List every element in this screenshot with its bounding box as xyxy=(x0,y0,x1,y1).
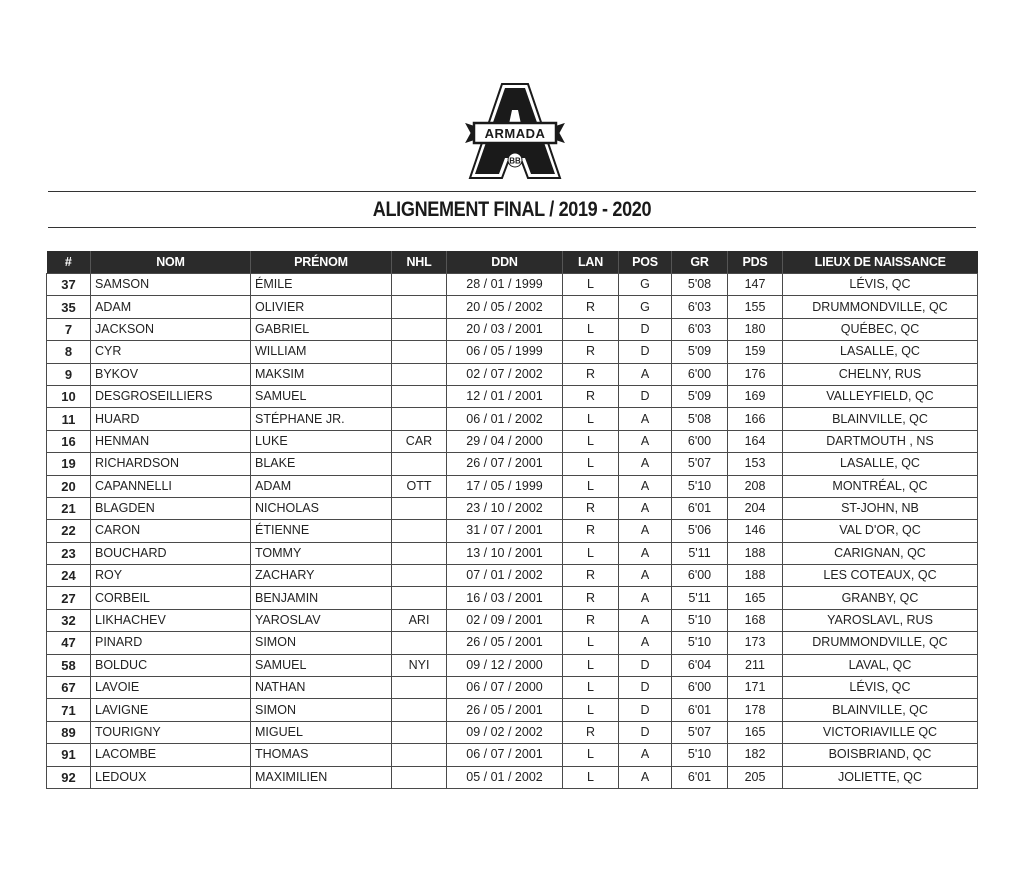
cell-last-name: JACKSON xyxy=(91,318,251,340)
cell-first-name: MIGUEL xyxy=(251,721,392,743)
cell-first-name: ÉMILE xyxy=(251,274,392,296)
cell-birthplace: JOLIETTE, QC xyxy=(783,766,978,788)
cell-first-name: OLIVIER xyxy=(251,296,392,318)
cell-height: 6'00 xyxy=(672,565,728,587)
table-row xyxy=(47,453,978,475)
cell-last-name: HENMAN xyxy=(91,430,251,452)
cell-nhl xyxy=(392,341,447,363)
cell-birthplace: VICTORIAVILLE QC xyxy=(783,721,978,743)
cell-nhl: ARI xyxy=(392,609,447,631)
table-row xyxy=(47,565,978,587)
cell-last-name: LAVIGNE xyxy=(91,699,251,721)
cell-first-name: THOMAS xyxy=(251,744,392,766)
cell-first-name: MAXIMILIEN xyxy=(251,766,392,788)
cell-weight: 146 xyxy=(728,520,783,542)
column-header-first-name: PRÉNOM xyxy=(251,251,392,274)
cell-nhl xyxy=(392,744,447,766)
cell-weight: 166 xyxy=(728,408,783,430)
cell-first-name: GABRIEL xyxy=(251,318,392,340)
cell-number: 92 xyxy=(47,766,91,788)
cell-height: 5'07 xyxy=(672,453,728,475)
cell-height: 5'07 xyxy=(672,721,728,743)
cell-birthplace: DRUMMONDVILLE, QC xyxy=(783,296,978,318)
cell-height: 6'00 xyxy=(672,677,728,699)
table-row xyxy=(47,296,978,318)
cell-birthplace: LES COTEAUX, QC xyxy=(783,565,978,587)
cell-height: 6'03 xyxy=(672,296,728,318)
cell-last-name: DESGROSEILLIERS xyxy=(91,385,251,407)
cell-height: 5'10 xyxy=(672,632,728,654)
column-header-birthplace: LIEUX DE NAISSANCE xyxy=(783,251,978,274)
cell-height: 5'09 xyxy=(672,341,728,363)
cell-birth-date: 26 / 05 / 2001 xyxy=(447,699,563,721)
page-title: ALIGNEMENT FINAL / 2019 - 2020 xyxy=(372,198,652,221)
cell-birthplace: CARIGNAN, QC xyxy=(783,542,978,564)
cell-first-name: ZACHARY xyxy=(251,565,392,587)
cell-last-name: RICHARDSON xyxy=(91,453,251,475)
cell-height: 6'00 xyxy=(672,430,728,452)
cell-birth-date: 31 / 07 / 2001 xyxy=(447,520,563,542)
cell-birth-date: 05 / 01 / 2002 xyxy=(447,766,563,788)
cell-position: A xyxy=(619,766,672,788)
table-row xyxy=(47,744,978,766)
column-header-birth-date: DDN xyxy=(447,251,563,274)
table-row xyxy=(47,385,978,407)
cell-last-name: BLAGDEN xyxy=(91,497,251,519)
cell-first-name: TOMMY xyxy=(251,542,392,564)
column-header-position: POS xyxy=(619,251,672,274)
cell-birth-date: 06 / 07 / 2001 xyxy=(447,744,563,766)
cell-nhl xyxy=(392,565,447,587)
cell-position: G xyxy=(619,296,672,318)
cell-birthplace: LAVAL, QC xyxy=(783,654,978,676)
cell-birth-date: 06 / 05 / 1999 xyxy=(447,341,563,363)
cell-number: 16 xyxy=(47,430,91,452)
cell-birth-date: 12 / 01 / 2001 xyxy=(447,385,563,407)
cell-handedness: R xyxy=(563,609,619,631)
cell-nhl xyxy=(392,542,447,564)
cell-handedness: L xyxy=(563,318,619,340)
cell-position: A xyxy=(619,363,672,385)
cell-nhl xyxy=(392,677,447,699)
cell-birthplace: DRUMMONDVILLE, QC xyxy=(783,632,978,654)
cell-birthplace: BLAINVILLE, QC xyxy=(783,699,978,721)
cell-birthplace: BLAINVILLE, QC xyxy=(783,408,978,430)
cell-weight: 165 xyxy=(728,721,783,743)
cell-number: 67 xyxy=(47,677,91,699)
cell-nhl xyxy=(392,385,447,407)
cell-position: D xyxy=(619,654,672,676)
column-header-number: # xyxy=(47,251,91,274)
cell-position: D xyxy=(619,318,672,340)
cell-handedness: L xyxy=(563,475,619,497)
cell-position: D xyxy=(619,341,672,363)
cell-height: 5'10 xyxy=(672,609,728,631)
table-row xyxy=(47,766,978,788)
table-row xyxy=(47,587,978,609)
cell-nhl xyxy=(392,408,447,430)
cell-birth-date: 26 / 07 / 2001 xyxy=(447,453,563,475)
cell-number: 91 xyxy=(47,744,91,766)
table-row xyxy=(47,430,978,452)
cell-weight: 155 xyxy=(728,296,783,318)
cell-handedness: L xyxy=(563,654,619,676)
cell-number: 37 xyxy=(47,274,91,296)
cell-weight: 168 xyxy=(728,609,783,631)
cell-handedness: R xyxy=(563,385,619,407)
cell-handedness: L xyxy=(563,430,619,452)
cell-handedness: L xyxy=(563,699,619,721)
cell-height: 5'10 xyxy=(672,475,728,497)
cell-weight: 180 xyxy=(728,318,783,340)
cell-first-name: BENJAMIN xyxy=(251,587,392,609)
cell-number: 24 xyxy=(47,565,91,587)
cell-position: D xyxy=(619,699,672,721)
cell-birthplace: MONTRÉAL, QC xyxy=(783,475,978,497)
column-header-last-name: NOM xyxy=(91,251,251,274)
cell-birth-date: 09 / 02 / 2002 xyxy=(447,721,563,743)
cell-birthplace: QUÉBEC, QC xyxy=(783,318,978,340)
table-row xyxy=(47,654,978,676)
cell-birthplace: BOISBRIAND, QC xyxy=(783,744,978,766)
cell-last-name: BYKOV xyxy=(91,363,251,385)
roster-body xyxy=(47,274,978,789)
cell-number: 32 xyxy=(47,609,91,631)
cell-first-name: SAMUEL xyxy=(251,385,392,407)
column-header-weight: PDS xyxy=(728,251,783,274)
cell-nhl: NYI xyxy=(392,654,447,676)
cell-handedness: L xyxy=(563,744,619,766)
cell-number: 9 xyxy=(47,363,91,385)
cell-first-name: MAKSIM xyxy=(251,363,392,385)
cell-first-name: ÉTIENNE xyxy=(251,520,392,542)
cell-last-name: LEDOUX xyxy=(91,766,251,788)
cell-position: A xyxy=(619,520,672,542)
cell-number: 20 xyxy=(47,475,91,497)
column-header-nhl: NHL xyxy=(392,251,447,274)
cell-birthplace: ST-JOHN, NB xyxy=(783,497,978,519)
cell-position: D xyxy=(619,721,672,743)
cell-birthplace: CHELNY, RUS xyxy=(783,363,978,385)
cell-birthplace: VALLEYFIELD, QC xyxy=(783,385,978,407)
cell-last-name: PINARD xyxy=(91,632,251,654)
cell-height: 5'08 xyxy=(672,274,728,296)
cell-birth-date: 26 / 05 / 2001 xyxy=(447,632,563,654)
cell-handedness: L xyxy=(563,632,619,654)
cell-position: A xyxy=(619,453,672,475)
table-row xyxy=(47,677,978,699)
cell-weight: 147 xyxy=(728,274,783,296)
cell-handedness: R xyxy=(563,296,619,318)
cell-height: 5'08 xyxy=(672,408,728,430)
cell-nhl xyxy=(392,274,447,296)
cell-nhl xyxy=(392,520,447,542)
cell-birth-date: 23 / 10 / 2002 xyxy=(447,497,563,519)
cell-number: 58 xyxy=(47,654,91,676)
cell-nhl xyxy=(392,587,447,609)
cell-last-name: CARON xyxy=(91,520,251,542)
table-row xyxy=(47,274,978,296)
cell-position: A xyxy=(619,475,672,497)
cell-birthplace: VAL D'OR, QC xyxy=(783,520,978,542)
table-row xyxy=(47,632,978,654)
cell-weight: 171 xyxy=(728,677,783,699)
cell-first-name: LUKE xyxy=(251,430,392,452)
cell-last-name: CYR xyxy=(91,341,251,363)
cell-handedness: L xyxy=(563,274,619,296)
cell-birthplace: LÉVIS, QC xyxy=(783,274,978,296)
cell-weight: 188 xyxy=(728,565,783,587)
table-row xyxy=(47,497,978,519)
cell-first-name: STÉPHANE JR. xyxy=(251,408,392,430)
cell-birthplace: DARTMOUTH , NS xyxy=(783,430,978,452)
cell-weight: 165 xyxy=(728,587,783,609)
column-header-height: GR xyxy=(672,251,728,274)
cell-last-name: ADAM xyxy=(91,296,251,318)
cell-weight: 205 xyxy=(728,766,783,788)
cell-birth-date: 20 / 05 / 2002 xyxy=(447,296,563,318)
cell-birth-date: 06 / 01 / 2002 xyxy=(447,408,563,430)
cell-handedness: R xyxy=(563,721,619,743)
cell-handedness: L xyxy=(563,677,619,699)
cell-position: A xyxy=(619,542,672,564)
cell-birth-date: 02 / 07 / 2002 xyxy=(447,363,563,385)
cell-weight: 204 xyxy=(728,497,783,519)
cell-number: 8 xyxy=(47,341,91,363)
cell-position: A xyxy=(619,565,672,587)
table-row xyxy=(47,363,978,385)
cell-position: A xyxy=(619,430,672,452)
cell-first-name: NICHOLAS xyxy=(251,497,392,519)
cell-last-name: SAMSON xyxy=(91,274,251,296)
table-row xyxy=(47,520,978,542)
cell-last-name: TOURIGNY xyxy=(91,721,251,743)
cell-last-name: HUARD xyxy=(91,408,251,430)
cell-first-name: YAROSLAV xyxy=(251,609,392,631)
cell-handedness: R xyxy=(563,497,619,519)
title-rule-top xyxy=(48,191,976,192)
column-header-handedness: LAN xyxy=(563,251,619,274)
cell-handedness: L xyxy=(563,453,619,475)
cell-position: A xyxy=(619,408,672,430)
cell-number: 35 xyxy=(47,296,91,318)
cell-handedness: R xyxy=(563,587,619,609)
roster-header xyxy=(47,251,978,274)
cell-last-name: BOUCHARD xyxy=(91,542,251,564)
cell-birth-date: 29 / 04 / 2000 xyxy=(447,430,563,452)
cell-nhl xyxy=(392,296,447,318)
cell-number: 47 xyxy=(47,632,91,654)
cell-number: 71 xyxy=(47,699,91,721)
cell-weight: 153 xyxy=(728,453,783,475)
cell-height: 6'03 xyxy=(672,318,728,340)
cell-number: 11 xyxy=(47,408,91,430)
cell-number: 21 xyxy=(47,497,91,519)
cell-position: A xyxy=(619,497,672,519)
cell-nhl xyxy=(392,497,447,519)
cell-last-name: CORBEIL xyxy=(91,587,251,609)
cell-height: 5'06 xyxy=(672,520,728,542)
cell-nhl xyxy=(392,453,447,475)
cell-nhl xyxy=(392,318,447,340)
cell-last-name: LAVOIE xyxy=(91,677,251,699)
cell-last-name: BOLDUC xyxy=(91,654,251,676)
cell-height: 6'04 xyxy=(672,654,728,676)
cell-height: 5'11 xyxy=(672,542,728,564)
cell-nhl: CAR xyxy=(392,430,447,452)
cell-birthplace: GRANBY, QC xyxy=(783,587,978,609)
cell-birthplace: LASALLE, QC xyxy=(783,453,978,475)
cell-nhl xyxy=(392,363,447,385)
cell-height: 6'01 xyxy=(672,766,728,788)
cell-position: A xyxy=(619,632,672,654)
cell-number: 7 xyxy=(47,318,91,340)
cell-first-name: SAMUEL xyxy=(251,654,392,676)
cell-height: 6'00 xyxy=(672,363,728,385)
cell-birth-date: 02 / 09 / 2001 xyxy=(447,609,563,631)
cell-position: A xyxy=(619,744,672,766)
cell-height: 5'09 xyxy=(672,385,728,407)
cell-handedness: R xyxy=(563,520,619,542)
cell-birth-date: 09 / 12 / 2000 xyxy=(447,654,563,676)
cell-last-name: ROY xyxy=(91,565,251,587)
cell-first-name: ADAM xyxy=(251,475,392,497)
table-row xyxy=(47,699,978,721)
cell-weight: 188 xyxy=(728,542,783,564)
cell-first-name: SIMON xyxy=(251,699,392,721)
cell-position: A xyxy=(619,587,672,609)
cell-birthplace: LÉVIS, QC xyxy=(783,677,978,699)
cell-position: A xyxy=(619,609,672,631)
cell-first-name: BLAKE xyxy=(251,453,392,475)
cell-last-name: CAPANNELLI xyxy=(91,475,251,497)
cell-weight: 182 xyxy=(728,744,783,766)
table-row xyxy=(47,318,978,340)
armada-logo xyxy=(462,78,568,186)
table-row xyxy=(47,542,978,564)
cell-position: D xyxy=(619,677,672,699)
roster-table xyxy=(46,251,978,789)
cell-height: 6'01 xyxy=(672,699,728,721)
cell-weight: 169 xyxy=(728,385,783,407)
cell-birth-date: 28 / 01 / 1999 xyxy=(447,274,563,296)
cell-number: 10 xyxy=(47,385,91,407)
cell-position: D xyxy=(619,385,672,407)
cell-birth-date: 06 / 07 / 2000 xyxy=(447,677,563,699)
header-row xyxy=(47,251,978,274)
cell-last-name: LACOMBE xyxy=(91,744,251,766)
cell-nhl: OTT xyxy=(392,475,447,497)
cell-height: 6'01 xyxy=(672,497,728,519)
logo-banner-text: ARMADA xyxy=(484,126,546,141)
cell-height: 5'10 xyxy=(672,744,728,766)
cell-handedness: L xyxy=(563,766,619,788)
cell-nhl xyxy=(392,699,447,721)
cell-weight: 208 xyxy=(728,475,783,497)
armada-logo-graphic xyxy=(462,78,568,186)
cell-nhl xyxy=(392,766,447,788)
cell-first-name: WILLIAM xyxy=(251,341,392,363)
cell-birth-date: 17 / 05 / 1999 xyxy=(447,475,563,497)
cell-position: G xyxy=(619,274,672,296)
table-row xyxy=(47,475,978,497)
table-row xyxy=(47,721,978,743)
cell-weight: 173 xyxy=(728,632,783,654)
cell-birthplace: YAROSLAVL, RUS xyxy=(783,609,978,631)
cell-number: 89 xyxy=(47,721,91,743)
cell-weight: 164 xyxy=(728,430,783,452)
cell-birth-date: 13 / 10 / 2001 xyxy=(447,542,563,564)
cell-birth-date: 20 / 03 / 2001 xyxy=(447,318,563,340)
cell-last-name: LIKHACHEV xyxy=(91,609,251,631)
cell-number: 23 xyxy=(47,542,91,564)
cell-weight: 178 xyxy=(728,699,783,721)
cell-handedness: L xyxy=(563,408,619,430)
cell-weight: 176 xyxy=(728,363,783,385)
cell-first-name: SIMON xyxy=(251,632,392,654)
title-rule-bottom xyxy=(48,227,976,228)
table-row xyxy=(47,408,978,430)
cell-handedness: L xyxy=(563,542,619,564)
cell-birthplace: LASALLE, QC xyxy=(783,341,978,363)
table-row xyxy=(47,609,978,631)
cell-nhl xyxy=(392,721,447,743)
cell-number: 27 xyxy=(47,587,91,609)
cell-number: 19 xyxy=(47,453,91,475)
cell-handedness: R xyxy=(563,363,619,385)
cell-number: 22 xyxy=(47,520,91,542)
cell-nhl xyxy=(392,632,447,654)
cell-birth-date: 07 / 01 / 2002 xyxy=(447,565,563,587)
cell-first-name: NATHAN xyxy=(251,677,392,699)
table-row xyxy=(47,341,978,363)
cell-weight: 159 xyxy=(728,341,783,363)
cell-birth-date: 16 / 03 / 2001 xyxy=(447,587,563,609)
logo-initials: BB xyxy=(509,156,521,166)
cell-weight: 211 xyxy=(728,654,783,676)
cell-handedness: R xyxy=(563,341,619,363)
cell-handedness: R xyxy=(563,565,619,587)
cell-height: 5'11 xyxy=(672,587,728,609)
